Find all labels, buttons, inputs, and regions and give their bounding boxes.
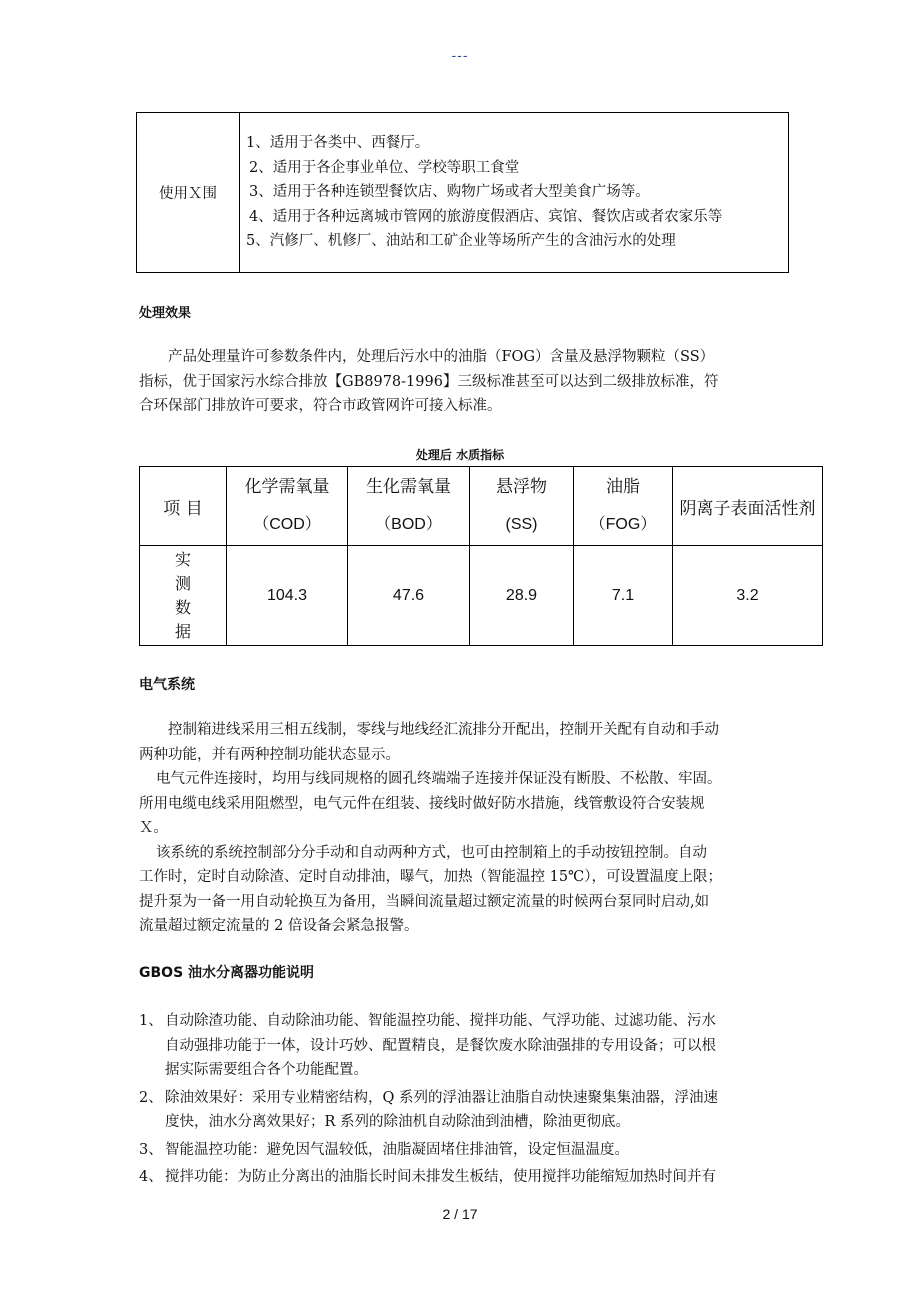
label-char: 据 — [174, 621, 191, 641]
value-cell-surfactant: 3.2 — [673, 546, 823, 646]
column-name: 悬浮物 — [496, 477, 547, 497]
column-name: 化学需氧量 — [244, 477, 330, 497]
list-item — [139, 1086, 789, 1135]
functions-heading: GBOS 油水分离器功能说明 — [139, 965, 315, 981]
paragraph-line: 提升泵为一备一用自动轮换互为备用，当瞬间流量超过额定流量的时候两台泵同时启动,如 — [139, 893, 710, 910]
list-line: 自动强排功能于一体，设计巧妙、配置精良，是餐饮废水除油强排的专用设备；可以根 — [165, 1037, 716, 1054]
column-name: 油脂 — [606, 477, 640, 497]
item-header: 项 目 — [140, 467, 227, 546]
paragraph-line: 控制箱进线采用三相五线制，零线与地线经汇流排分开配出，控制开关配有自动和手动 — [168, 722, 719, 738]
measured-data-label — [140, 546, 227, 646]
paragraph-line: 所用电缆电线采用阻燃型，电气元件在组装、接线时做好防水措施，线管敷设符合安装规 — [139, 795, 705, 812]
page-header-mark: --- — [451, 47, 469, 63]
column-header — [348, 467, 470, 546]
list-item — [139, 1009, 789, 1083]
paragraph-line: 流量超过额定流量的 2 倍设备会紧急报警。 — [139, 918, 419, 934]
paragraph-line: 该系统的系统控制部分分手动和自动两种方式，也可由控制箱上的手动按钮控制。自动 — [156, 844, 707, 861]
list-number: 2、 — [139, 1089, 163, 1106]
column-unit: （FOG） — [589, 516, 657, 533]
value-cell-cod: 104.3 — [227, 546, 348, 646]
value-cell-ss: 28.9 — [470, 546, 574, 646]
list-item — [139, 1165, 789, 1190]
list-item — [139, 1138, 789, 1163]
page-number: 2 / 17 — [442, 1206, 478, 1222]
treatment-heading: 处理效果 — [139, 306, 192, 321]
list-line: 除油效果好：采用专业精密结构，Q 系列的浮油器让油脂自动快速聚集集油器，浮油速 — [165, 1089, 718, 1106]
functions-list — [139, 1009, 789, 1193]
column-unit: (SS) — [505, 516, 538, 533]
electrical-heading: 电气系统 — [139, 677, 195, 693]
label-char: 测 — [174, 573, 191, 593]
water-quality-table — [139, 466, 823, 646]
list-line: 智能温控功能：避免因气温较低，油脂凝固堵住排油管，设定恒温温度。 — [165, 1141, 629, 1158]
scope-table — [136, 112, 789, 273]
scope-item: 2、适用于各企事业单位、学校等职工食堂 — [249, 159, 520, 176]
column-header — [574, 467, 673, 546]
paragraph-line: 合环保部门排放许可要求，符合市政管网许可接入标准。 — [139, 398, 502, 414]
list-number: 4、 — [139, 1169, 163, 1185]
list-line: 据实际需要组合各个功能配置。 — [165, 1062, 368, 1078]
column-header — [227, 467, 348, 546]
list-number: 1、 — [139, 1013, 163, 1029]
paragraph-line: Ｘ。 — [139, 820, 168, 836]
paragraph-line: 产品处理量许可参数条件内，处理后污水中的油脂（FOG）含量及悬浮物颗粒（SS） — [168, 349, 715, 365]
scope-item: 1、适用于各类中、西餐厅。 — [246, 135, 430, 152]
scope-label: 使用Ｘ围 — [137, 113, 240, 273]
scope-item: 3、适用于各种连锁型餐饮店、购物广场或者大型美食广场等。 — [249, 184, 650, 201]
value-cell-bod: 47.6 — [348, 546, 470, 646]
scope-item: 5、汽修厂、机修厂、油站和工矿企业等场所产生的含油污水的处理 — [246, 233, 676, 250]
paragraph-line: 电气元件连接时，均用与线同规格的圆孔终端端子连接并保证没有断股、不松散、牢固。 — [156, 771, 722, 787]
column-header — [470, 467, 574, 546]
label-char: 实 — [174, 549, 191, 569]
label-char: 数 — [174, 597, 191, 617]
list-number: 3、 — [139, 1141, 163, 1158]
paragraph-line: 指标，优于国家污水综合排放【GB8978-1996】三级标准甚至可以达到二级排放标准，符 — [139, 373, 719, 390]
electrical-paragraph — [139, 718, 784, 939]
list-line: 搅拌功能：为防止分离出的油脂长时间未排发生板结，使用搅拌功能缩短加热时间并有 — [165, 1169, 716, 1185]
paragraph-line: 两种功能，并有两种控制功能状态显示。 — [139, 746, 400, 763]
list-line: 度快，油水分离效果好；R 系列的除油机自动除油到油槽，除油更彻底。 — [165, 1114, 631, 1130]
quality-table-caption: 处理后 水质指标 — [415, 448, 505, 462]
scope-item: 4、适用于各种远离城市管网的旅游度假酒店、宾馆、餐饮店或者农家乐等 — [249, 208, 723, 225]
column-header: 阴离子表面活性剂 — [673, 467, 823, 546]
column-unit: （COD） — [253, 516, 321, 533]
list-line: 自动除渣功能、自动除油功能、智能温控功能、搅拌功能、气浮功能、过滤功能、污水 — [165, 1013, 716, 1029]
column-name: 生化需氧量 — [366, 477, 451, 497]
value-cell-fog: 7.1 — [574, 546, 673, 646]
column-unit: （BOD） — [375, 516, 442, 533]
scope-items — [240, 113, 789, 273]
paragraph-line: 工作时，定时自动除渣、定时自动排油，曝气，加热（智能温控 15℃），可设置温度上限； — [139, 869, 723, 885]
treatment-paragraph — [139, 345, 784, 419]
